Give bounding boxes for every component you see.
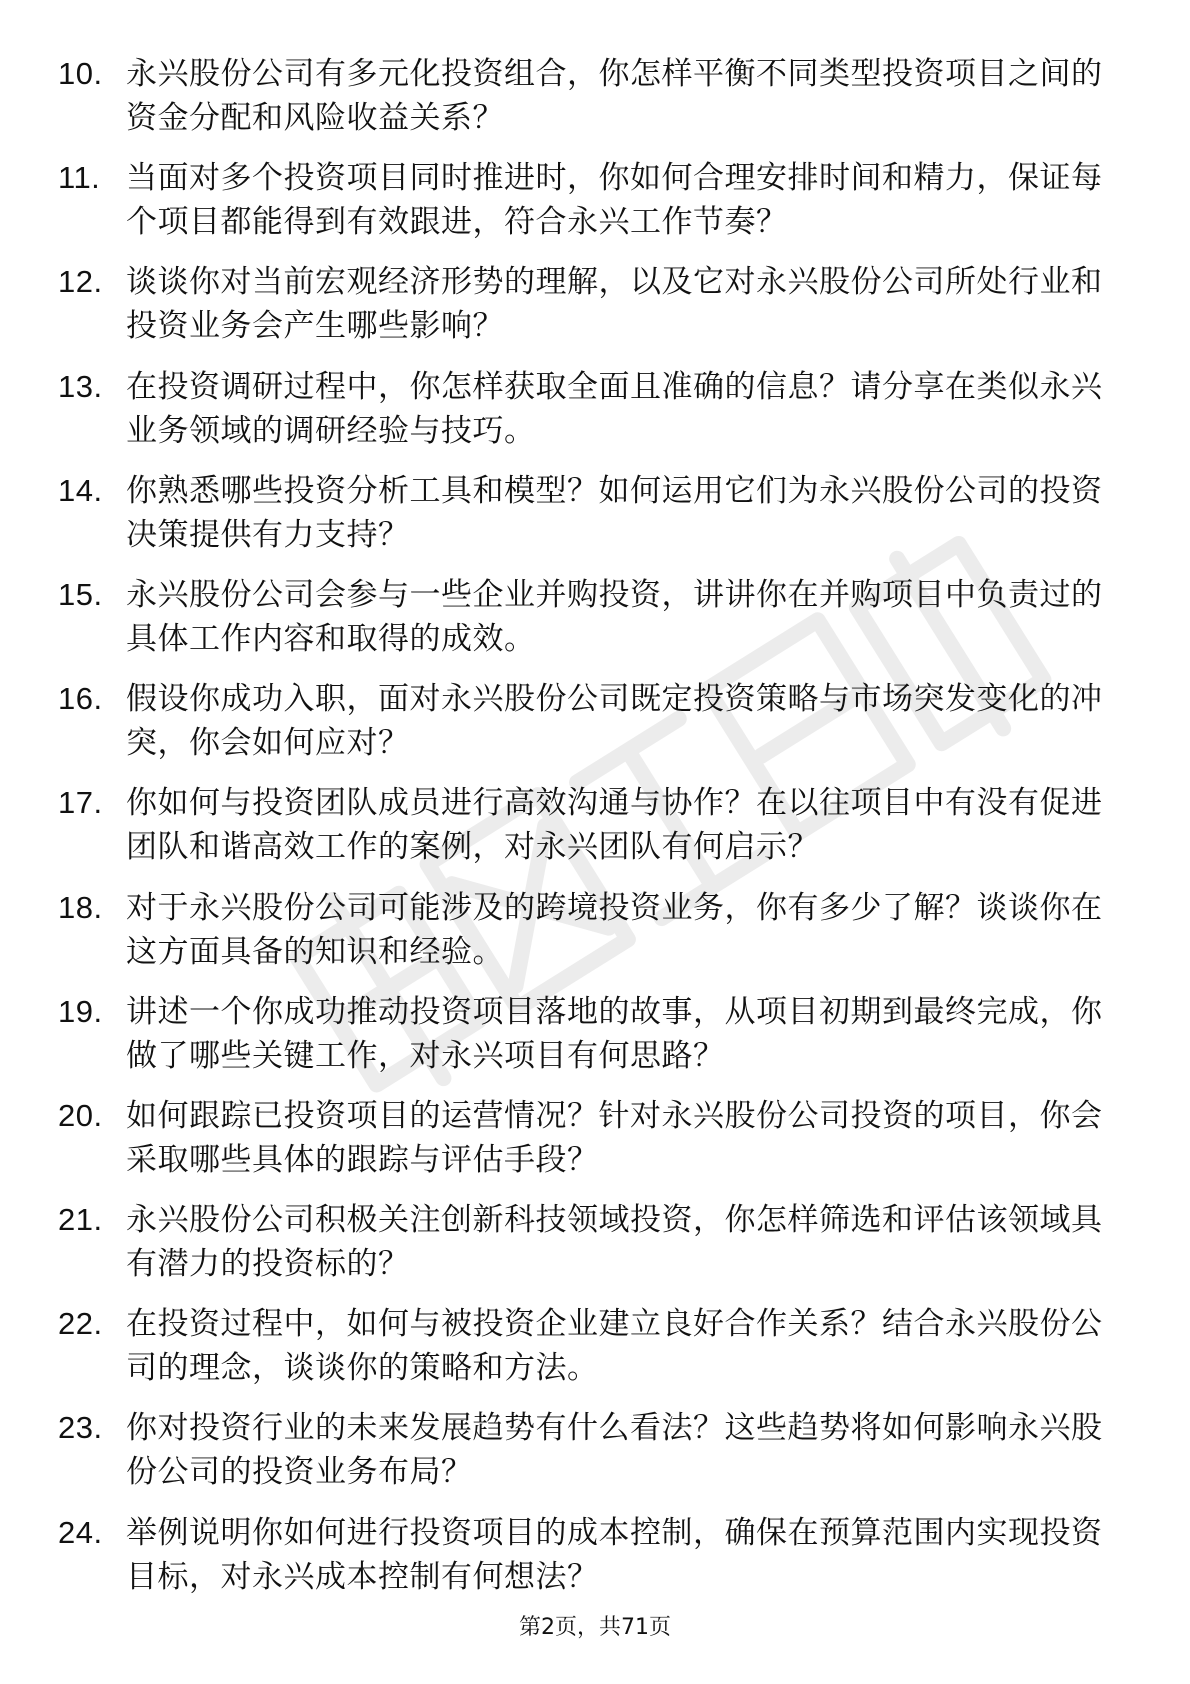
question-list bbox=[58, 52, 1128, 1615]
question-number: 11. bbox=[58, 160, 101, 196]
question-number: 23. bbox=[58, 1410, 103, 1446]
list-item bbox=[58, 469, 1128, 557]
question-text: 谈谈你对当前宏观经济形势的理解，以及它对永兴股份公司所处行业和投资业务会产生哪些影响？ bbox=[126, 264, 1103, 345]
question-text: 你如何与投资团队成员进行高效沟通与协作？在以往项目中有没有促进团队和谐高效工作的案例，对永兴团队有何启示？ bbox=[126, 785, 1103, 866]
list-item bbox=[58, 573, 1128, 661]
list-item bbox=[58, 990, 1128, 1078]
question-number: 19. bbox=[58, 993, 103, 1029]
question-text: 永兴股份公司会参与一些企业并购投资，讲讲你在并购项目中负责过的具体工作内容和取得的成效。 bbox=[126, 576, 1103, 657]
question-text: 你熟悉哪些投资分析工具和模型？如何运用它们为永兴股份公司的投资决策提供有力支持？ bbox=[126, 472, 1103, 553]
question-number: 18. bbox=[58, 889, 103, 925]
question-text: 如何跟踪已投资项目的运营情况？针对永兴股份公司投资的项目，你会采取哪些具体的跟踪与评估手段？ bbox=[126, 1097, 1103, 1178]
list-item bbox=[58, 1511, 1128, 1599]
question-text: 假设你成功入职，面对永兴股份公司既定投资策略与市场突发变化的冲突，你会如何应对？ bbox=[126, 681, 1103, 762]
list-item bbox=[58, 260, 1128, 348]
question-number: 16. bbox=[58, 681, 103, 717]
question-text: 你对投资行业的未来发展趋势有什么看法？这些趋势将如何影响永兴股份公司的投资业务布局？ bbox=[126, 1410, 1103, 1491]
question-number: 14. bbox=[58, 472, 103, 508]
question-text: 举例说明你如何进行投资项目的成本控制，确保在预算范围内实现投资目标，对永兴成本控制有何想法？ bbox=[126, 1514, 1103, 1595]
question-text: 当面对多个投资项目同时推进时，你如何合理安排时间和精力，保证每个项目都能得到有效跟进，符合永兴工作节奏？ bbox=[126, 160, 1103, 241]
list-item bbox=[58, 365, 1128, 453]
list-item bbox=[58, 52, 1128, 140]
list-item bbox=[58, 1198, 1128, 1286]
question-text: 永兴股份公司积极关注创新科技领域投资，你怎样筛选和评估该领域具有潜力的投资标的？ bbox=[126, 1202, 1103, 1283]
question-text: 在投资调研过程中，你怎样获取全面且准确的信息？请分享在类似永兴业务领域的调研经验与技巧。 bbox=[126, 368, 1103, 449]
question-text: 永兴股份公司有多元化投资组合，你怎样平衡不同类型投资项目之间的资金分配和风险收益关系？ bbox=[126, 56, 1103, 136]
question-number: 24. bbox=[58, 1514, 103, 1550]
list-item bbox=[58, 781, 1128, 869]
list-item bbox=[58, 677, 1128, 765]
question-number: 13. bbox=[58, 368, 103, 404]
question-text: 对于永兴股份公司可能涉及的跨境投资业务，你有多少了解？谈谈你在这方面具备的知识和经验。 bbox=[126, 889, 1103, 970]
page-footer: 第2页，共71页 bbox=[519, 1615, 671, 1640]
list-item bbox=[58, 1302, 1128, 1390]
list-item bbox=[58, 1094, 1128, 1182]
question-text: 讲述一个你成功推动投资项目落地的故事，从项目初期到最终完成，你做了哪些关键工作，对永兴项目有何思路？ bbox=[126, 993, 1103, 1074]
list-item bbox=[58, 886, 1128, 974]
list-item bbox=[58, 1406, 1128, 1494]
question-number: 15. bbox=[58, 576, 103, 612]
question-number: 10. bbox=[58, 56, 103, 91]
question-text: 在投资过程中，如何与被投资企业建立良好合作关系？结合永兴股份公司的理念，谈谈你的策略和方法。 bbox=[126, 1306, 1103, 1387]
question-number: 21. bbox=[58, 1202, 103, 1238]
question-number: 20. bbox=[58, 1097, 103, 1133]
list-item bbox=[58, 156, 1128, 244]
question-number: 17. bbox=[58, 785, 103, 821]
question-number: 12. bbox=[58, 264, 103, 300]
question-number: 22. bbox=[58, 1306, 103, 1342]
